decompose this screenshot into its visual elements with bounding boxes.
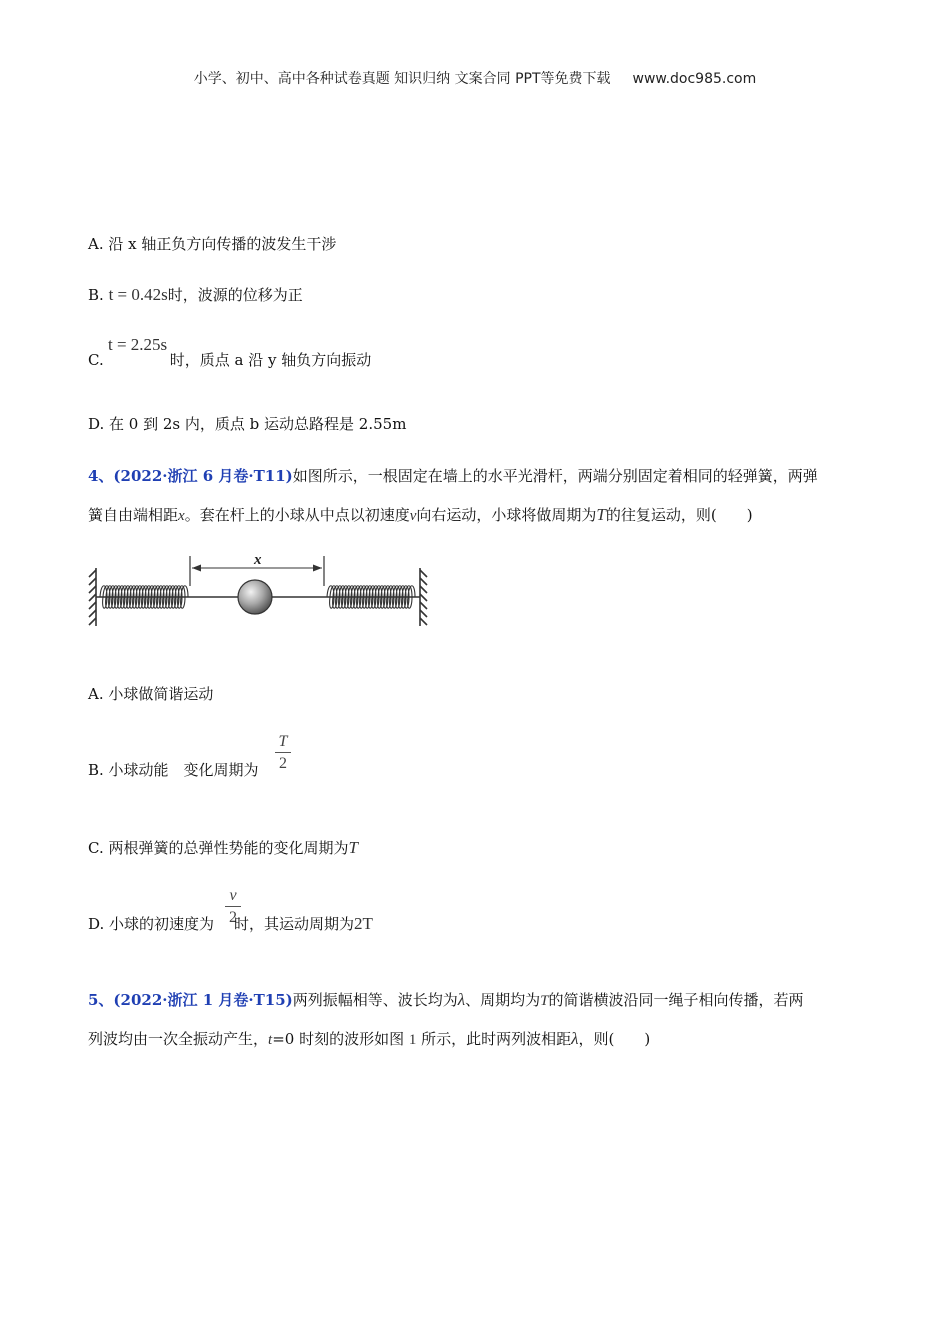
q4-var-v: v bbox=[409, 508, 417, 524]
q4-var-T: T bbox=[596, 505, 606, 524]
spring-ball-figure bbox=[84, 548, 434, 632]
header-text: 小学、初中、高中各种试卷真题 知识归纳 文案合同 PPT等免费下载 bbox=[193, 71, 611, 87]
right-wall bbox=[420, 568, 427, 626]
q3-c-math: t = 2.25s bbox=[108, 335, 168, 354]
q5-line1: 5、(2022·浙江 1 月卷·T15)两列振幅相等、波长均为λ、周期均为T的简谐横波沿同一绳子相向传播，若两 bbox=[88, 990, 804, 1009]
q5-lambda: λ bbox=[457, 990, 466, 1009]
right-arrowhead bbox=[313, 565, 322, 572]
q5-line2: 列波均由一次全振动产生，t=0 时刻的波形如图 1 所示，此时两列波相距λ，则( ) bbox=[88, 1029, 651, 1048]
header-url[interactable]: www.doc985.com bbox=[632, 71, 757, 87]
q4-line1: 4、(2022·浙江 6 月卷·T11)如图所示，一根固定在墙上的水平光滑杆，两端分别固定着相同的轻弹簧，两弹 bbox=[88, 467, 818, 485]
q4-number: 4、(2022·浙江 6 月卷·T11) bbox=[88, 467, 293, 485]
q3-option-a: A. 沿 x 轴正负方向传播的波发生干涉 bbox=[88, 235, 337, 253]
q3-b-math: t = 0.42s bbox=[108, 285, 168, 304]
q5-number: 5、(2022·浙江 1 月卷·T15) bbox=[88, 991, 293, 1009]
q4-option-c: C. 两根弹簧的总弹性势能的变化周期为T bbox=[88, 838, 358, 857]
q4-option-a: A. 小球做简谐运动 bbox=[88, 685, 214, 703]
q4-b-fraction: T 2 bbox=[275, 733, 291, 773]
q4-option-b: B. 小球动能 变化周期为 bbox=[88, 761, 259, 779]
q3-option-c: C. 时，质点 a 沿 y 轴负方向振动 bbox=[88, 351, 372, 369]
q4-d-fraction: v 2 bbox=[225, 887, 241, 927]
q4-line2: 簧自由端相距x。套在杆上的小球从中点以初速度v向右运动，小球将做周期为T的往复运动，则( ) bbox=[88, 505, 753, 524]
q4-option-d: D. 小球的初速度为 时，其运动周期为2T bbox=[88, 914, 373, 933]
q4-var-x: x bbox=[178, 508, 185, 524]
page-header bbox=[0, 68, 950, 88]
left-spring bbox=[96, 586, 190, 609]
left-wall bbox=[89, 568, 96, 626]
ball bbox=[238, 580, 272, 614]
left-arrowhead bbox=[192, 565, 201, 572]
dimension-label: x bbox=[254, 552, 262, 568]
q3-option-b: B. t = 0.42s时，波源的位移为正 bbox=[88, 285, 303, 304]
q3-option-d: D. 在 0 到 2s 内，质点 b 运动总路程是 2.55m bbox=[88, 415, 407, 433]
